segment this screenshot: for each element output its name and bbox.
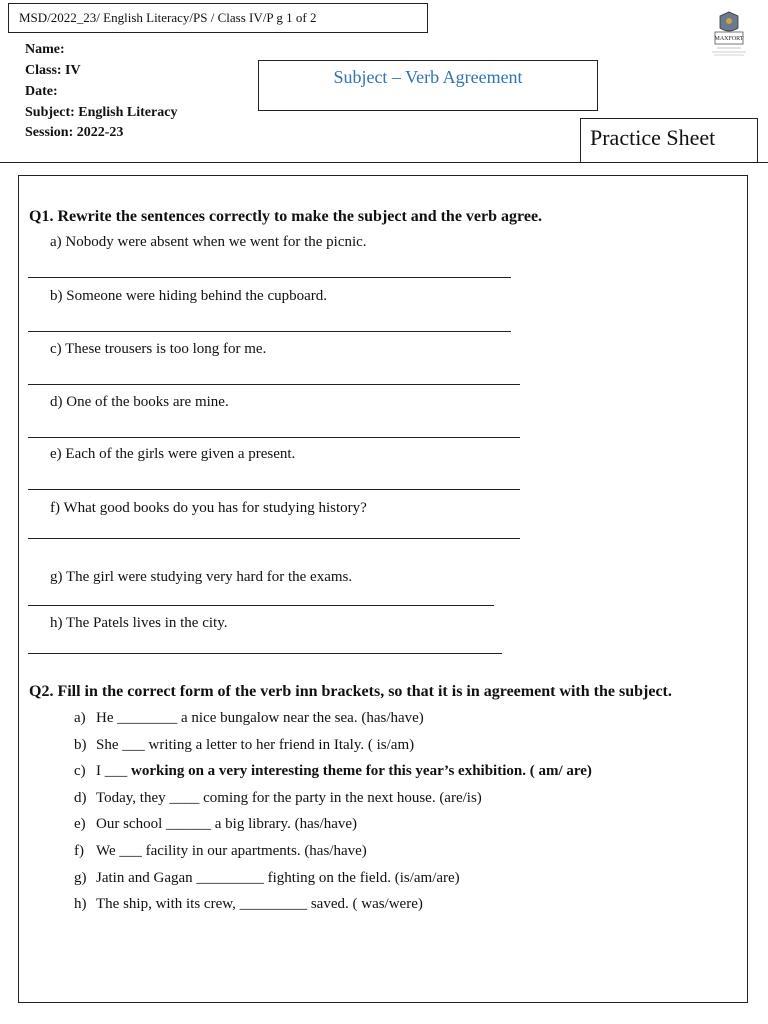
item-text: We ___ facility in our apartments. (has/have): [96, 843, 367, 859]
name-label: Name:: [25, 42, 65, 57]
item-label: f): [74, 843, 84, 859]
answer-line: [28, 384, 520, 385]
subject-label: Subject: English Literacy: [25, 105, 178, 120]
q2-heading: Q2. Fill in the correct form of the verb inn brackets, so that it is in agreement with the subject.: [29, 683, 672, 700]
item-text: He ________ a nice bungalow near the sea. (has/have): [96, 710, 424, 726]
q1-item-a: a) Nobody were absent when we went for the picnic.: [50, 234, 367, 250]
item-text: She ___ writing a letter to her friend in Italy. ( is/am): [96, 737, 415, 753]
school-logo: [706, 10, 752, 62]
item-text: Our school ______ a big library. (has/have): [96, 816, 358, 832]
item-text: Jatin and Gagan _________ fighting on the field. (is/am/are): [96, 870, 460, 886]
session-label: Session: 2022-23: [25, 125, 124, 140]
document-code: MSD/2022_23/ English Literacy/PS / Class IV/P g 1 of 2: [8, 3, 428, 33]
answer-line: [28, 605, 494, 606]
item-label: e): [74, 816, 86, 832]
sheet-type-label: Practice Sheet: [580, 118, 758, 163]
header-divider: [0, 162, 768, 163]
answer-line: [28, 437, 520, 438]
logo-text: MAXFORT: [714, 36, 744, 42]
q1-heading: Q1. Rewrite the sentences correctly to make the subject and the verb agree.: [29, 208, 543, 225]
item-text: I ___: [96, 763, 131, 779]
item-label: g): [74, 870, 87, 886]
q1-item-c: c) These trousers is too long for me.: [50, 341, 267, 357]
q2-item-b: [74, 737, 414, 754]
item-label: b): [74, 737, 87, 753]
q1-item-e: e) Each of the girls were given a present.: [50, 446, 296, 462]
q1-item-b: b) Someone were hiding behind the cupboard.: [50, 288, 328, 304]
answer-line: [28, 331, 511, 332]
q2-item-h: [74, 896, 423, 913]
q2-item-e: [74, 816, 357, 833]
item-label: c): [74, 763, 86, 779]
q1-item-h: h) The Patels lives in the city.: [50, 615, 228, 631]
class-label: Class: IV: [25, 63, 81, 78]
item-text-bold: working on a very interesting theme for this year’s exhibition. ( am/ are): [131, 763, 592, 779]
q2-item-d: [74, 790, 482, 807]
q2-item-c: [74, 763, 592, 780]
q1-item-g: g) The girl were studying very hard for the exams.: [50, 569, 353, 585]
q2-item-f: [74, 843, 367, 860]
q2-item-a: [74, 710, 424, 727]
answer-line: [28, 489, 520, 490]
topic-title: Subject – Verb Agreement: [258, 60, 598, 111]
date-label: Date:: [25, 84, 58, 99]
item-text: The ship, with its crew, _________ saved. ( was/were): [96, 896, 423, 912]
answer-line: [28, 277, 511, 278]
item-label: h): [74, 896, 87, 912]
item-label: d): [74, 790, 87, 806]
item-label: a): [74, 710, 86, 726]
item-text: Today, they ____ coming for the party in the next house. (are/is): [96, 790, 482, 806]
answer-line: [28, 538, 520, 539]
q1-item-f: f) What good books do you has for studying history?: [50, 500, 367, 516]
q1-item-d: d) One of the books are mine.: [50, 394, 229, 410]
q2-item-g: [74, 870, 460, 887]
answer-line: [28, 653, 502, 654]
